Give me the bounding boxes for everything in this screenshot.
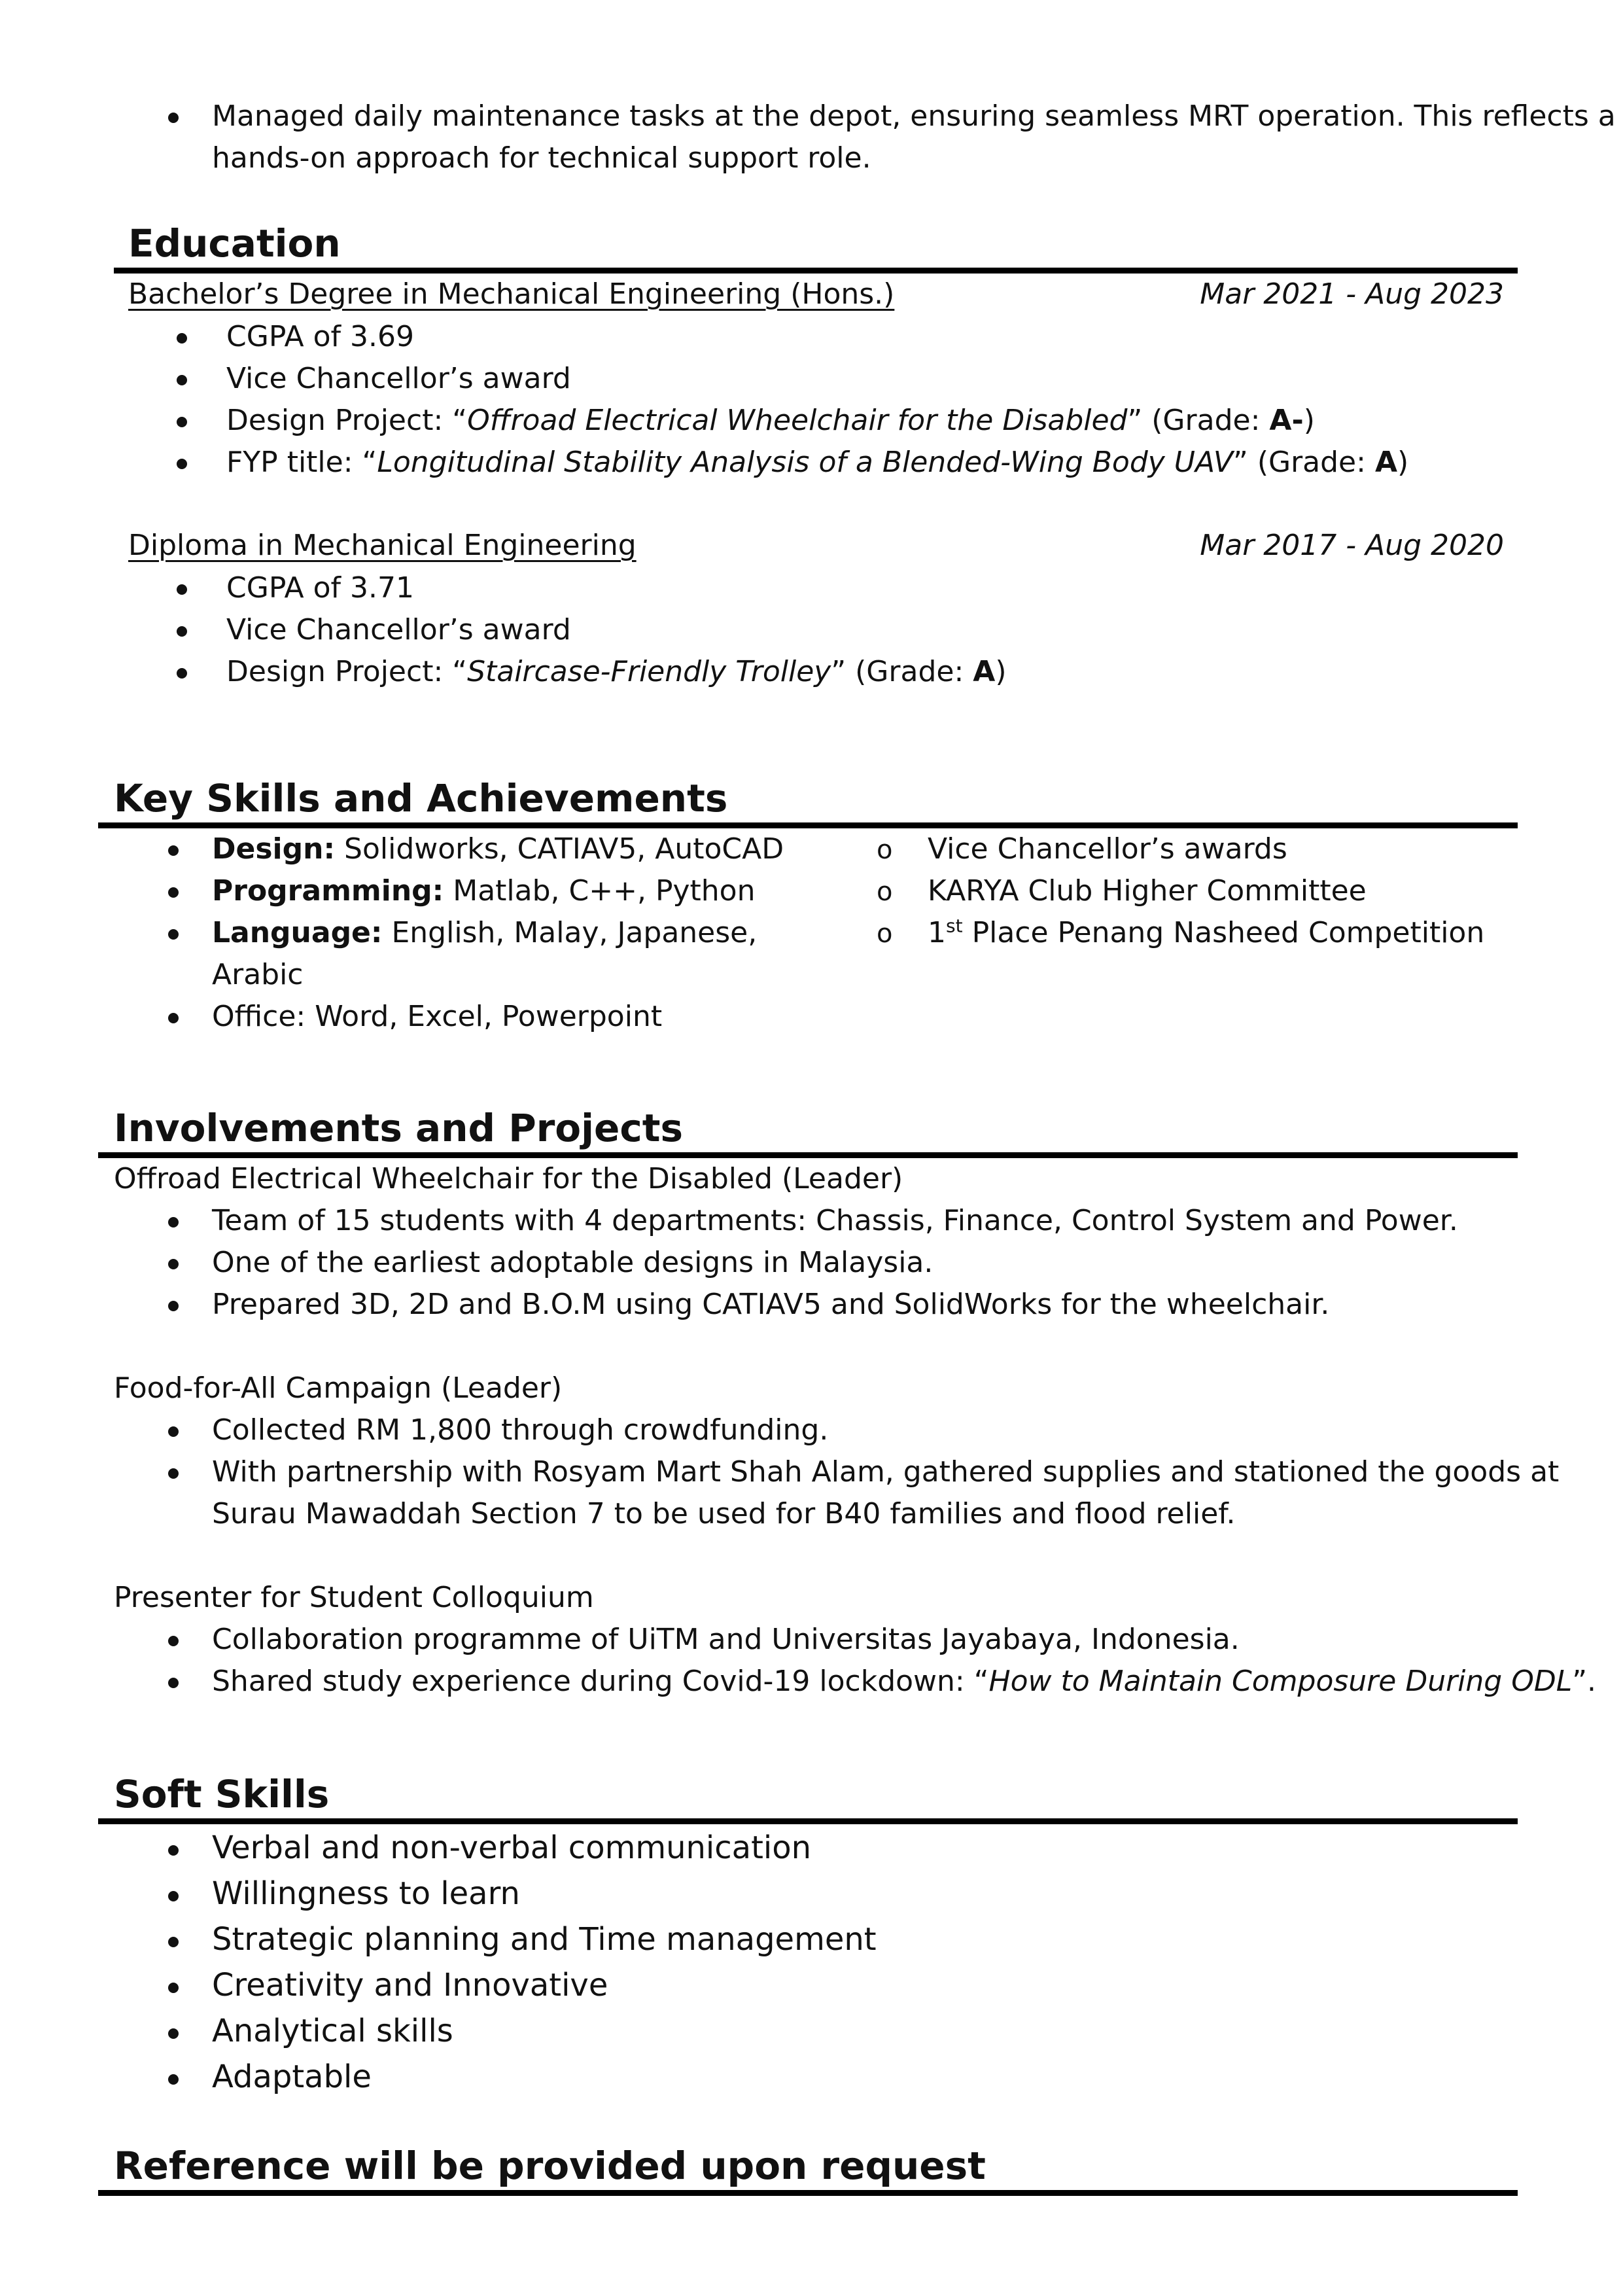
skill-language-cont: Arabic — [212, 958, 304, 991]
achievement-marker: o — [877, 835, 893, 865]
involvements-rule — [98, 1152, 1518, 1158]
diploma-dates: Mar 2017 - Aug 2020 — [1200, 529, 1504, 562]
project-bullet: Team of 15 students with 4 departments: Chassis, Finance, Control System and Power. — [212, 1204, 1458, 1237]
skill-programming: Programming: Matlab, C++, Python — [212, 874, 756, 908]
project-bullet: One of the earliest adoptable designs in Malaysia. — [212, 1246, 934, 1279]
diploma-design-project: Design Project: “Staircase-Friendly Trolley” (Grade: A) — [226, 655, 1007, 688]
experience-bullet-line2: hands-on approach for technical support role. — [212, 141, 871, 175]
project-title: Food-for-All Campaign (Leader) — [114, 1371, 563, 1405]
bullet-dot — [168, 1845, 179, 1856]
experience-bullet-line1: Managed daily maintenance tasks at the depot, ensuring seamless MRT operation. This reflects a — [212, 99, 1616, 133]
bullet-dot — [168, 887, 179, 898]
reference-rule — [98, 2190, 1518, 2196]
education-rule — [114, 268, 1518, 274]
bullet-dot — [168, 1678, 179, 1688]
bullet-dot — [168, 2074, 179, 2085]
degree-dates: Mar 2021 - Aug 2023 — [1200, 277, 1504, 311]
soft-skill-item: Verbal and non-verbal communication — [212, 1829, 812, 1866]
project-bullet: Collected RM 1,800 through crowdfunding. — [212, 1413, 829, 1447]
bullet-dot — [168, 113, 179, 123]
bullet-dot — [168, 1217, 179, 1227]
degree-award: Vice Chancellor’s award — [226, 362, 571, 395]
skill-office: Office: Word, Excel, Powerpoint — [212, 1000, 663, 1033]
skill-language: Language: English, Malay, Japanese, — [212, 916, 758, 949]
bullet-dot — [168, 1636, 179, 1646]
soft-skill-item: Strategic planning and Time management — [212, 1921, 877, 1958]
bullet-dot — [168, 1937, 179, 1947]
soft-skills-rule — [98, 1818, 1518, 1824]
bullet-dot — [177, 459, 187, 469]
soft-skill-item: Creativity and Innovative — [212, 1967, 608, 2004]
degree-design-project: Design Project: “Offroad Electrical Wheelchair for the Disabled” (Grade: A-) — [226, 404, 1315, 437]
bullet-dot — [177, 375, 187, 385]
bullet-dot — [168, 929, 179, 940]
bullet-dot — [177, 417, 187, 427]
soft-skill-item: Adaptable — [212, 2058, 372, 2095]
degree-title: Bachelor’s Degree in Mechanical Engineering (Hons.) — [128, 277, 895, 311]
skill-design: Design: Solidworks, CATIAV5, AutoCAD — [212, 832, 784, 866]
skills-rule — [98, 822, 1518, 828]
achievement-item: 1st Place Penang Nasheed Competition — [928, 915, 1485, 949]
project-bullet: Shared study experience during Covid-19 lockdown: “How to Maintain Composure During ODL”. — [212, 1665, 1597, 1698]
project-bullet: With partnership with Rosyam Mart Shah Alam, gathered supplies and stationed the goods at — [212, 1455, 1560, 1489]
achievement-item: Vice Chancellor’s awards — [928, 832, 1287, 866]
bullet-dot — [168, 1301, 179, 1311]
bullet-dot — [168, 1983, 179, 1993]
bullet-dot — [168, 1891, 179, 1901]
bullet-dot — [168, 2028, 179, 2039]
diploma-title: Diploma in Mechanical Engineering — [128, 529, 637, 562]
project-bullet-cont: Surau Mawaddah Section 7 to be used for B40 families and flood relief. — [212, 1497, 1236, 1530]
diploma-award: Vice Chancellor’s award — [226, 613, 571, 646]
reference-heading: Reference will be provided upon request — [114, 2144, 986, 2188]
diploma-cgpa: CGPA of 3.71 — [226, 571, 414, 605]
project-title: Offroad Electrical Wheelchair for the Disabled (Leader) — [114, 1162, 903, 1195]
bullet-dot — [177, 668, 187, 679]
bullet-dot — [168, 1013, 179, 1023]
soft-skill-item: Analytical skills — [212, 2013, 453, 2049]
bullet-dot — [168, 1259, 179, 1269]
achievement-item: KARYA Club Higher Committee — [928, 874, 1367, 908]
project-bullet: Prepared 3D, 2D and B.O.M using CATIAV5 and SolidWorks for the wheelchair. — [212, 1288, 1330, 1321]
soft-skills-heading: Soft Skills — [114, 1772, 330, 1816]
bullet-dot — [177, 584, 187, 595]
bullet-dot — [177, 626, 187, 637]
achievement-marker: o — [877, 877, 893, 907]
project-title: Presenter for Student Colloquium — [114, 1581, 594, 1614]
bullet-dot — [168, 845, 179, 856]
soft-skill-item: Willingness to learn — [212, 1875, 520, 1912]
education-heading: Education — [128, 221, 341, 266]
project-bullet: Collaboration programme of UiTM and Universitas Jayabaya, Indonesia. — [212, 1623, 1240, 1656]
skills-heading: Key Skills and Achievements — [114, 776, 728, 821]
degree-cgpa: CGPA of 3.69 — [226, 320, 414, 353]
achievement-marker: o — [877, 919, 893, 949]
bullet-dot — [168, 1468, 179, 1479]
bullet-dot — [177, 333, 187, 344]
involvements-heading: Involvements and Projects — [114, 1106, 683, 1150]
degree-fyp-title: FYP title: “Longitudinal Stability Analysis of a Blended-Wing Body UAV” (Grade: A) — [226, 446, 1409, 479]
bullet-dot — [168, 1426, 179, 1437]
